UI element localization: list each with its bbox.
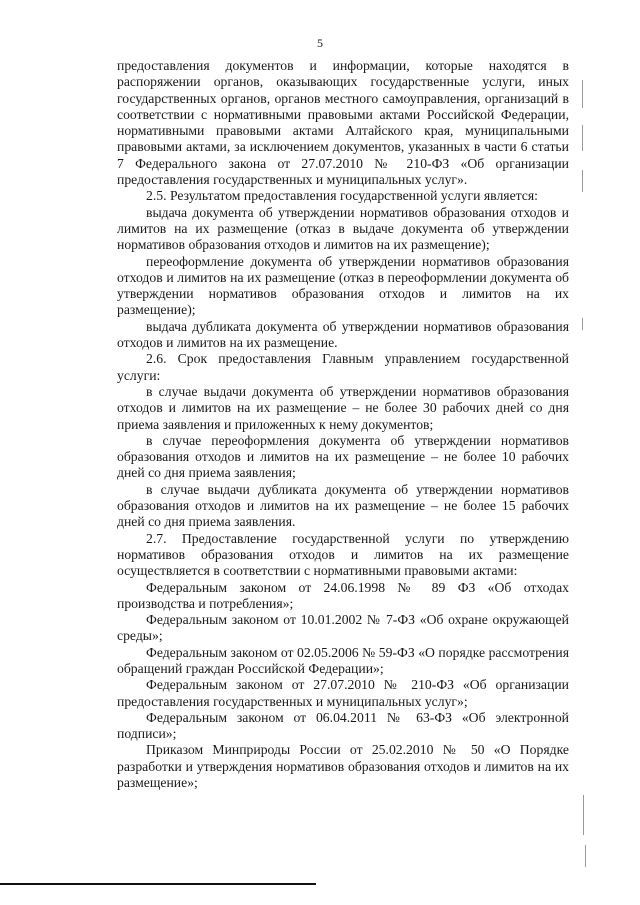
paragraph-term-issuance: в случае выдачи документа об утверждении нормативов образования отходов и лимитов на их размещение – не более 30 рабочих дней со дня приема заявления и приложенных к нему документов; <box>117 383 569 432</box>
paragraph-term-duplicate: в случае выдачи дубликата документа об утверждении нормативов образования отходов и лимитов на их размещение – не более 15 рабочих дней со дня приема заявления. <box>117 481 569 530</box>
paragraph-continuation: предоставления документов и информации, которые находятся в распоряжении органов, оказывающих государственные услуги, иных государственных органов, органов местного самоуправления, организаций в соответствии с нормативными правовыми актами Российской Федерации, нормативными правовыми актами Алтайского края, муниципальными правовыми актами, за исключением документов, указанных в части 6 статьи 7 Федерального закона от 27.07.2010 № 210-ФЗ «Об организации предоставления государственных и муниципальных услуг». <box>117 58 569 188</box>
paragraph-law-210-fz: Федеральным законом от 27.07.2010 № 210-ФЗ «Об организации предоставления государственных и муниципальных услуг»; <box>117 677 569 709</box>
paragraph-result-issuance: выдача документа об утверждении нормативов образования отходов и лимитов на их размещение (отказ в выдаче документа об утверждении нормативов образования отходов и лимитов на их размещение); <box>117 204 569 253</box>
scan-mark <box>582 170 583 192</box>
paragraph-law-89-fz: Федеральным законом от 24.06.1998 № 89 ФЗ «Об отходах производства и потребления»; <box>117 579 569 611</box>
paragraph-2-5-heading: 2.5. Результатом предоставления государственной услуги является: <box>146 188 538 204</box>
scan-mark <box>582 125 583 151</box>
document-body <box>117 58 569 791</box>
paragraph-law-7-fz: Федеральным законом от 10.01.2002 № 7-ФЗ «Об охране окружающей среды»; <box>117 612 569 644</box>
paragraph-2-7-heading: 2.7. Предоставление государственной услуги по утверждению нормативов образования отходов и лимитов на их размещение осуществляется в соответствии с нормативными правовыми актами: <box>117 530 569 579</box>
scan-mark <box>582 80 583 108</box>
paragraph-order-50: Приказом Минприроды России от 25.02.2010 № 50 «О Порядке разработки и утверждения нормативов образования отходов и лимитов на их размещение»; <box>117 742 569 791</box>
scan-mark <box>583 795 584 835</box>
scan-mark <box>582 318 583 330</box>
paragraph-result-duplicate: выдача дубликата документа об утверждении нормативов образования отходов и лимитов на их размещение. <box>117 318 569 351</box>
paragraph-result-reissuance: переоформление документа об утверждении нормативов образования отходов и лимитов на их размещение (отказ в переоформлении документа об утверждении нормативов образования отходов и лимитов на их размещение); <box>117 253 569 318</box>
page-number: 5 <box>317 36 323 50</box>
paragraph-term-reissuance: в случае переоформления документа об утверждении нормативов образования отходов и лимитов на их размещение – не более 10 рабочих дней со дня приема заявления; <box>117 432 569 481</box>
paragraph-law-63-fz: Федеральным законом от 06.04.2011 № 63-ФЗ «Об электронной подписи»; <box>117 709 569 742</box>
scan-mark <box>585 845 586 867</box>
paragraph-2-6-heading: 2.6. Срок предоставления Главным управлением государственной услуги: <box>117 351 569 383</box>
paragraph-law-59-fz: Федеральным законом от 02.05.2006 № 59-ФЗ «О порядке рассмотрения обращений граждан Российской Федерации»; <box>117 644 569 676</box>
bottom-rule <box>0 883 316 885</box>
